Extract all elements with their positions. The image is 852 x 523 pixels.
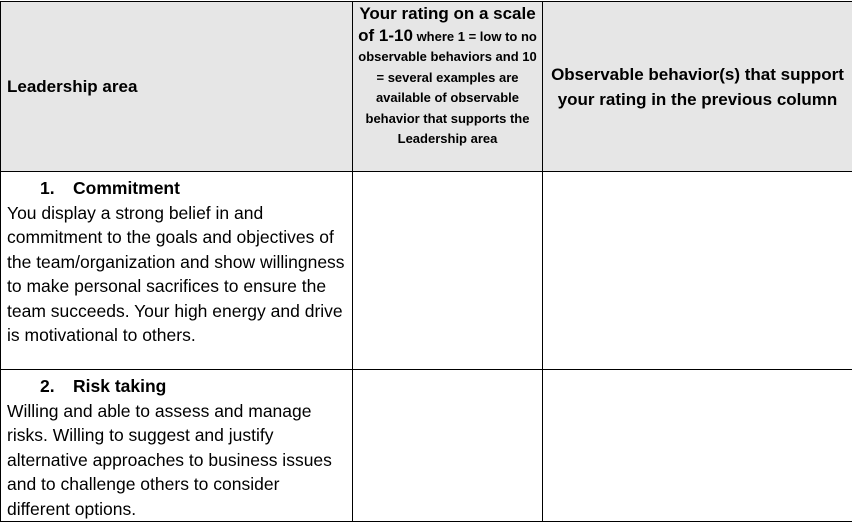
header-leadership-area-label: Leadership area	[7, 76, 138, 96]
area-cell-commitment	[1, 172, 353, 370]
header-rating-explanation: where 1 = low to no observable behaviors and 10 = several examples are available of observable behavior that supports the Leadership area	[358, 28, 537, 146]
area-cell-risk-taking	[1, 370, 353, 522]
rating-input-cell[interactable]	[353, 172, 543, 370]
area-description: You display a strong belief in and commitment to the goals and objectives of the team/organization and show willingness to make personal sacrifices to ensure the team succeeds. Your high energy and drive is motivational to others.	[7, 202, 345, 345]
header-rating-title: Your rating on a scale of 1-10	[358, 4, 536, 45]
area-description: Willing and able to assess and manage risks. Willing to suggest and justify alternative approaches to business issues and to challenge others to consider different options.	[7, 400, 332, 519]
table-row	[1, 370, 852, 522]
header-rating	[353, 2, 543, 172]
header-observable-behaviors	[543, 2, 852, 172]
area-number: 2.	[40, 376, 55, 396]
rating-input-cell[interactable]	[353, 370, 543, 522]
observable-input-cell[interactable]	[543, 172, 852, 370]
area-heading	[7, 374, 346, 399]
leadership-rating-table	[0, 1, 852, 522]
table-header-row	[1, 2, 852, 172]
area-number: 1.	[40, 178, 55, 198]
area-title: Risk taking	[73, 376, 167, 396]
area-heading	[7, 176, 346, 201]
table-row	[1, 172, 852, 370]
header-leadership-area	[1, 2, 353, 172]
area-title: Commitment	[73, 178, 180, 198]
observable-input-cell[interactable]	[543, 370, 852, 522]
header-observable-label: Observable behavior(s) that support your rating in the previous column	[551, 64, 844, 109]
